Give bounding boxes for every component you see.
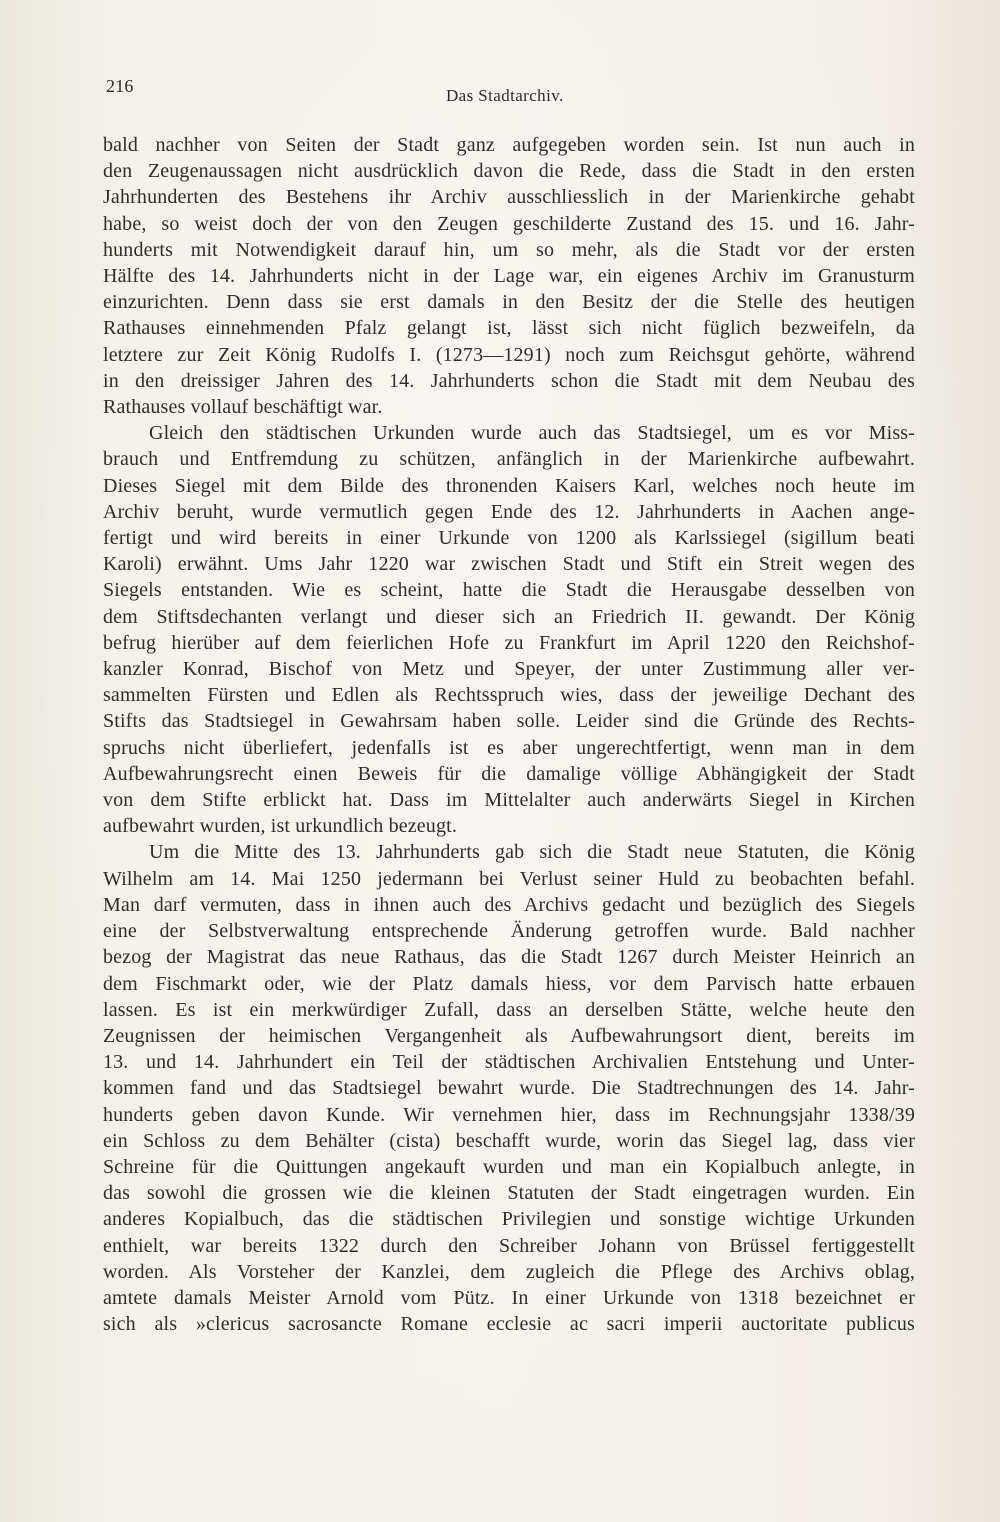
text-line: hunderts mit Notwendigkeit darauf hin, um so mehr, als die Stadt vor der ersten — [103, 238, 915, 261]
text-line: anderes Kopialbuch, das die städtischen Privilegien und sonstige wichtige Urkunden — [103, 1208, 915, 1231]
text-line: Hälfte des 14. Jahrhunderts nicht in der Lage war, ein eigenes Archiv im Granusturm — [103, 265, 915, 288]
text-line: einzurichten. Denn dass sie erst damals in den Besitz der die Stelle des heutigen — [103, 291, 915, 314]
text-line: in den dreissiger Jahren des 14. Jahrhunderts schon die Stadt mit dem Neubau des — [103, 369, 915, 392]
text-line: sammelten Fürsten und Edlen als Rechtsspruch wies, dass der jeweilige Dechant des — [103, 684, 915, 707]
text-line: dem Fischmarkt oder, wie der Platz damals hiess, vor dem Parvisch hatte erbauen — [103, 972, 915, 995]
text-line: Gleich den städtischen Urkunden wurde auch das Stadtsiegel, um es vor Miss- — [149, 422, 915, 445]
text-line: 13. und 14. Jahrhundert ein Teil der städtischen Archivalien Entstehung und Unter- — [103, 1051, 915, 1074]
text-line: amtete damals Meister Arnold vom Pütz. In einer Urkunde von 1318 bezeichnet er — [103, 1286, 915, 1309]
page-header — [106, 76, 906, 116]
text-line: befrug hierüber auf dem feierlichen Hofe zu Frankfurt im April 1220 den Reichshof- — [103, 631, 915, 654]
text-line: Karoli) erwähnt. Ums Jahr 1220 war zwischen Stadt und Stift ein Streit wegen des — [103, 553, 915, 576]
text-line: kanzler Konrad, Bischof von Metz und Speyer, der unter Zustimmung aller ver- — [103, 658, 915, 681]
text-line: fertigt und wird bereits in einer Urkunde von 1200 als Karlssiegel (sigillum beati — [103, 527, 915, 550]
text-line: Stifts das Stadtsiegel in Gewahrsam haben solle. Leider sind die Gründe des Rechts- — [103, 710, 915, 733]
text-line: Rathauses einnehmenden Pfalz gelangt ist, lässt sich nicht füglich bezweifeln, da — [103, 317, 915, 340]
text-line: Dieses Siegel mit dem Bilde des thronenden Kaisers Karl, welches noch heute im — [103, 474, 915, 497]
text-line: hunderts geben davon Kunde. Wir vernehmen hier, dass im Rechnungsjahr 1338/39 — [103, 1103, 915, 1126]
text-line: von dem Stifte erblickt hat. Dass im Mittelalter auch anderwärts Siegel in Kirchen — [103, 789, 915, 812]
text-line: kommen fand und das Stadtsiegel bewahrt wurde. Die Stadtrechnungen des 14. Jahr- — [103, 1077, 915, 1100]
text-line: bald nachher von Seiten der Stadt ganz aufgegeben worden sein. Ist nun auch in — [103, 134, 915, 156]
text-line: Rathauses vollauf beschäftigt war. — [103, 396, 383, 419]
text-line: Zeugnissen der heimischen Vergangenheit als Aufbewahrungsort dient, bereits im — [103, 1024, 915, 1047]
body-text — [103, 132, 915, 1337]
text-line: ein Schloss zu dem Behälter (cista) beschafft wurde, worin das Siegel lag, dass vier — [103, 1129, 915, 1152]
text-line: Jahrhunderten des Bestehens ihr Archiv ausschliesslich in der Marienkirche gehabt — [103, 186, 915, 209]
text-line: Man darf vermuten, dass in ihnen auch des Archivs gedacht und bezüglich des Siegels — [103, 893, 915, 916]
text-line: letztere zur Zeit König Rudolfs I. (1273—1291) noch zum Reichsgut gehörte, während — [103, 343, 915, 366]
text-line: Siegels entstanden. Wie es scheint, hatte die Stadt die Herausgabe desselben von — [103, 579, 915, 602]
text-line: den Zeugenaussagen nicht ausdrücklich davon die Rede, dass die Stadt in den ersten — [103, 160, 915, 183]
text-line: Archiv beruht, wurde vermutlich gegen Ende des 12. Jahrhunderts in Aachen ange- — [103, 500, 915, 523]
text-line: sich als »clericus sacrosancte Romane ecclesie ac sacri imperii auctoritate publicus — [103, 1313, 915, 1336]
text-line: enthielt, war bereits 1322 durch den Schreiber Johann von Brüssel fertiggestellt — [103, 1234, 915, 1257]
text-line: bezog der Magistrat das neue Rathaus, das die Stadt 1267 durch Meister Heinrich an — [103, 946, 915, 969]
running-title: Das Stadtarchiv. — [446, 86, 564, 105]
text-line: spruchs nicht überliefert, jedenfalls ist es aber ungerechtfertigt, wenn man in dem — [103, 736, 915, 759]
text-line: Schreine für die Quittungen angekauft wurden und man ein Kopialbuch anlegte, in — [103, 1155, 915, 1178]
page-number: 216 — [106, 76, 134, 96]
text-line: Um die Mitte des 13. Jahrhunderts gab sich die Stadt neue Statuten, die König — [149, 841, 915, 864]
paragraph-3 — [103, 839, 915, 1337]
text-line: habe, so weist doch der von den Zeugen geschilderte Zustand des 15. und 16. Jahr- — [103, 212, 915, 235]
text-line: lassen. Es ist ein merkwürdiger Zufall, dass an derselben Stätte, welche heute den — [103, 998, 915, 1021]
text-line: das sowohl die grossen wie die kleinen Statuten der Stadt eingetragen wurden. Ein — [103, 1182, 915, 1205]
text-line: eine der Selbstverwaltung entsprechende Änderung getroffen wurde. Bald nachher — [103, 920, 915, 943]
paragraph-1 — [103, 132, 915, 420]
text-line: worden. Als Vorsteher der Kanzlei, dem zugleich die Pflege des Archivs oblag, — [103, 1260, 915, 1283]
text-line: Wilhelm am 14. Mai 1250 jedermann bei Verlust seiner Huld zu beobachten befahl. — [103, 867, 915, 890]
text-line: dem Stiftsdechanten verlangt und dieser sich an Friedrich II. gewandt. Der König — [103, 605, 915, 628]
text-line: brauch und Entfremdung zu schützen, anfänglich in der Marienkirche aufbewahrt. — [103, 448, 915, 471]
text-line: Aufbewahrungsrecht einen Beweis für die damalige völlige Abhängigkeit der Stadt — [103, 762, 915, 785]
paragraph-2 — [103, 420, 915, 839]
text-line: aufbewahrt wurden, ist urkundlich bezeugt. — [103, 815, 457, 838]
